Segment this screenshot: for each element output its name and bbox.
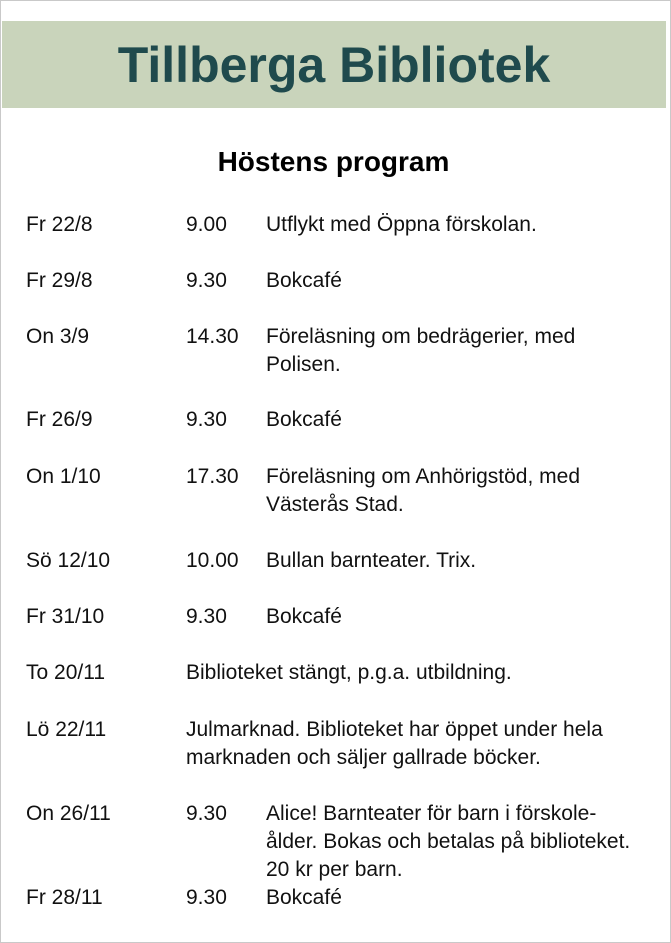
event-date: Fr 26/9 xyxy=(26,408,93,431)
event-description: Föreläsning om bedrägerier, med Polisen. xyxy=(266,325,576,376)
event-time: 9.30 xyxy=(186,802,227,825)
event-date: Sö 12/10 xyxy=(26,549,111,572)
event-date: On 1/10 xyxy=(26,465,101,488)
event-date: On 26/11 xyxy=(26,802,111,825)
event-time: 10.00 xyxy=(186,549,239,572)
event-description: Bokcafé xyxy=(266,605,342,628)
header-banner xyxy=(2,21,666,108)
event-time: 17.30 xyxy=(186,465,239,488)
event-description: Utflykt med Öppna förskolan. xyxy=(266,213,537,236)
event-date: Lö 22/11 xyxy=(26,718,107,741)
library-name: Tillberga Bibliotek xyxy=(117,37,551,93)
event-time: 9.30 xyxy=(186,269,227,292)
event-description: Julmarknad. Biblioteket har öppet under hela marknaden och säljer gallrade böcker. xyxy=(186,718,603,769)
event-description: Alice! Barnteater för barn i förskole-ålder. Bokas och betalas på biblioteket. 20 kr per barn. xyxy=(266,802,631,881)
event-description: Bokcafé xyxy=(266,269,342,292)
event-time: 9.30 xyxy=(186,605,227,628)
event-description: Bokcafé xyxy=(266,886,342,909)
event-time: 9.30 xyxy=(186,886,227,909)
event-time: 9.00 xyxy=(186,213,227,236)
event-date: On 3/9 xyxy=(26,325,90,348)
program-title: Höstens program xyxy=(217,146,450,177)
event-date: Fr 22/8 xyxy=(26,213,93,236)
event-description: Biblioteket stängt, p.g.a. utbildning. xyxy=(186,661,512,684)
event-date: Fr 29/8 xyxy=(26,269,93,292)
event-description: Bullan barnteater. Trix. xyxy=(266,549,477,572)
event-date: Fr 28/11 xyxy=(26,886,103,909)
event-time: 14.30 xyxy=(186,325,239,348)
event-date: To 20/11 xyxy=(26,661,106,684)
event-time: 9.30 xyxy=(186,408,227,431)
event-description: Bokcafé xyxy=(266,408,342,431)
event-description: Föreläsning om Anhörigstöd, med Västerås Stad. xyxy=(266,465,581,516)
event-date: Fr 31/10 xyxy=(26,605,105,628)
